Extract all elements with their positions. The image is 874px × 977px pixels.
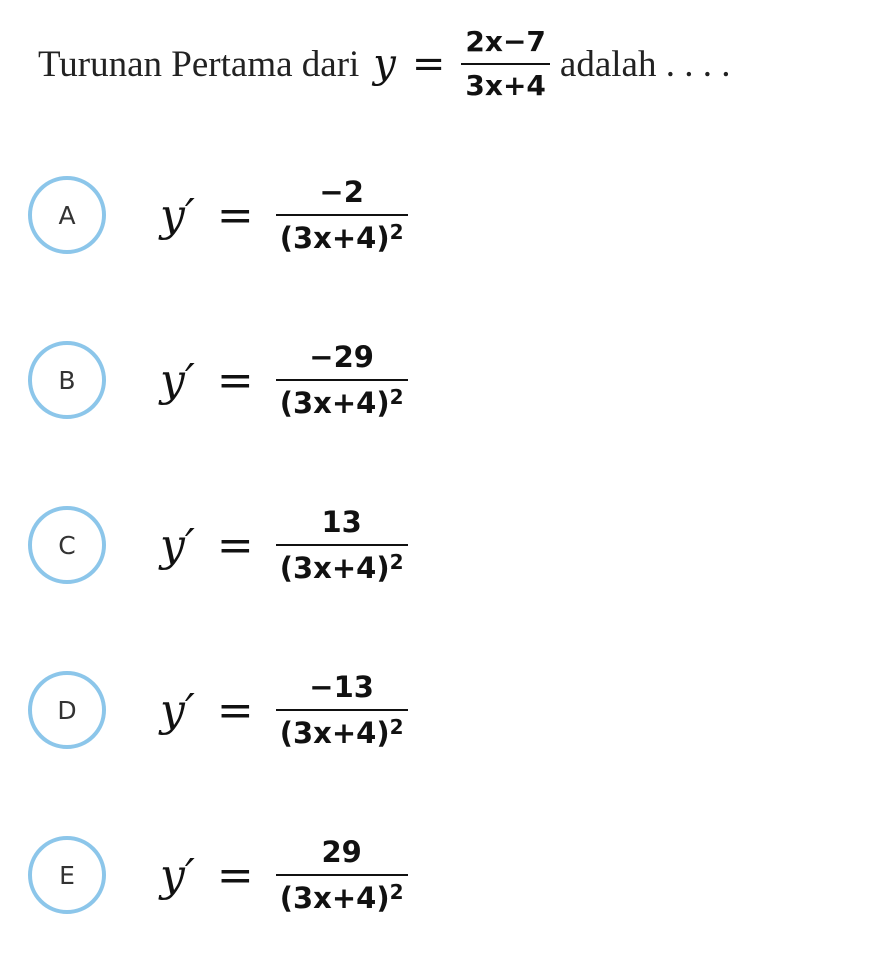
option-a-equals: = (216, 189, 254, 241)
option-c-numerator: 13 (321, 505, 362, 539)
option-d-lhs: y′ (160, 684, 195, 736)
fraction-bar (276, 874, 408, 876)
option-c[interactable] (28, 506, 408, 584)
fraction-bar (276, 379, 408, 381)
option-b-lhs: y′ (160, 354, 195, 406)
option-d-denominator (276, 714, 408, 752)
option-c-radio[interactable]: C (28, 506, 106, 584)
option-b-formula (160, 338, 408, 422)
option-e-equals: = (216, 849, 254, 901)
denominator-exponent: 2 (389, 715, 404, 739)
denominator-base: (3x+4) (279, 881, 390, 915)
denominator-base: (3x+4) (279, 551, 390, 585)
option-a-radio[interactable]: A (28, 176, 106, 254)
option-e-numerator: 29 (321, 835, 362, 869)
option-d-fraction (276, 668, 408, 752)
fraction-bar (276, 214, 408, 216)
option-c-denominator (276, 549, 408, 587)
question-variable: y (373, 41, 396, 87)
option-a-formula (160, 173, 408, 257)
option-e-lhs: y′ (160, 849, 195, 901)
question-text-before: Turunan Pertama dari (38, 43, 360, 85)
option-a-fraction (276, 173, 408, 257)
option-d-radio[interactable]: D (28, 671, 106, 749)
option-a[interactable] (28, 176, 408, 254)
denominator-exponent: 2 (389, 220, 404, 244)
option-e[interactable] (28, 836, 408, 914)
fraction-bar (276, 544, 408, 546)
fraction-bar (461, 63, 550, 65)
option-e-denominator (276, 879, 408, 917)
option-e-formula (160, 833, 408, 917)
question-text-after: adalah . . . . (559, 43, 731, 85)
option-b-fraction (276, 338, 408, 422)
option-a-lhs: y′ (160, 189, 195, 241)
question-numerator: 2x−7 (465, 25, 546, 58)
denominator-exponent: 2 (389, 385, 404, 409)
option-d-equals: = (216, 684, 254, 736)
option-d-numerator: −13 (309, 670, 374, 704)
denominator-exponent: 2 (389, 880, 404, 904)
denominator-base: (3x+4) (279, 716, 390, 750)
option-a-numerator: −2 (319, 175, 364, 209)
option-b-radio[interactable]: B (28, 341, 106, 419)
option-b[interactable] (28, 341, 408, 419)
option-c-equals: = (216, 519, 254, 571)
question-fraction (461, 24, 550, 104)
answer-options (28, 176, 408, 914)
option-b-numerator: −29 (309, 340, 374, 374)
fraction-bar (276, 709, 408, 711)
option-d-formula (160, 668, 408, 752)
denominator-base: (3x+4) (279, 386, 390, 420)
option-a-denominator (276, 219, 408, 257)
denominator-exponent: 2 (389, 550, 404, 574)
question-denominator: 3x+4 (465, 69, 546, 102)
option-e-fraction (276, 833, 408, 917)
question-equals: = (411, 41, 446, 87)
option-d[interactable] (28, 671, 408, 749)
option-b-denominator (276, 384, 408, 422)
denominator-base: (3x+4) (279, 221, 390, 255)
question-stem (38, 14, 730, 114)
option-c-lhs: y′ (160, 519, 195, 571)
option-e-radio[interactable]: E (28, 836, 106, 914)
option-b-equals: = (216, 354, 254, 406)
option-c-formula (160, 503, 408, 587)
option-c-fraction (276, 503, 408, 587)
